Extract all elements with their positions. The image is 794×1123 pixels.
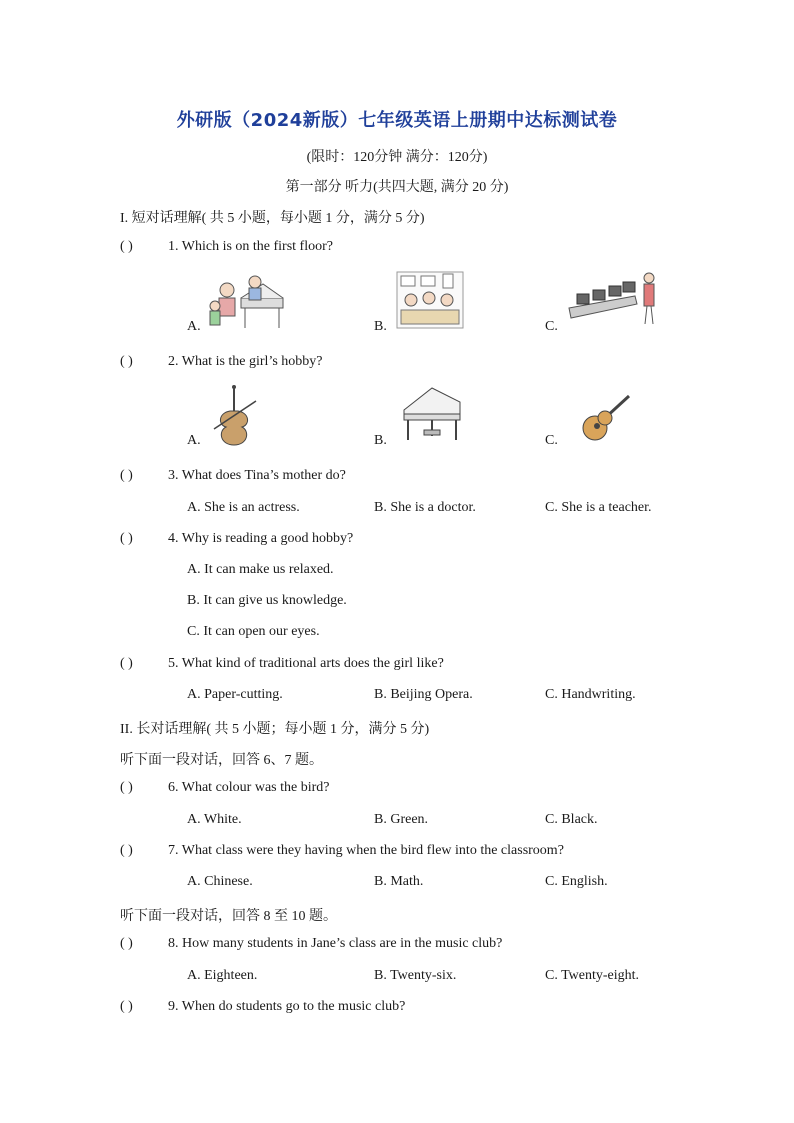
q1-option-c-label: C. bbox=[545, 319, 558, 334]
question-1: 1. Which is on the first floor? bbox=[168, 239, 333, 254]
violin-image bbox=[210, 383, 260, 448]
answer-blank-5[interactable]: ( ) bbox=[120, 656, 133, 671]
q1-option-b-label: B. bbox=[374, 319, 387, 334]
guitar-image bbox=[575, 392, 635, 444]
question-8: 8. How many students in Jane’s class are in the music club? bbox=[168, 936, 503, 951]
q5-option-c: C. Handwriting. bbox=[545, 687, 636, 702]
answer-blank-7[interactable]: ( ) bbox=[120, 843, 133, 858]
answer-blank-4[interactable]: ( ) bbox=[120, 531, 133, 546]
q8-option-b: B. Twenty-six. bbox=[374, 968, 457, 983]
q5-option-a: A. Paper-cutting. bbox=[187, 687, 283, 702]
q7-option-b: B. Math. bbox=[374, 874, 424, 889]
question-5: 5. What kind of traditional arts does the girl like? bbox=[168, 656, 444, 671]
instruction-8-10: 听下面一段对话，回答 8 至 10 题。 bbox=[120, 909, 337, 924]
part-title: 第一部分 听力(共四大题, 满分 20 分) bbox=[285, 180, 509, 195]
question-6: 6. What colour was the bird? bbox=[168, 780, 330, 795]
q6-option-a: A. White. bbox=[187, 812, 242, 827]
answer-blank-6[interactable]: ( ) bbox=[120, 780, 133, 795]
exam-subtitle: (限时：120分钟 满分：120分) bbox=[306, 150, 488, 165]
question-2: 2. What is the girl’s hobby? bbox=[168, 354, 323, 369]
section-2-heading: II. 长对话理解( 共 5 小题；每小题 1 分，满分 5 分) bbox=[120, 722, 430, 737]
answer-blank-3[interactable]: ( ) bbox=[120, 468, 133, 483]
q1-option-a-label: A. bbox=[187, 319, 201, 334]
q7-option-c: C. English. bbox=[545, 874, 608, 889]
children-piano-image bbox=[205, 270, 290, 332]
q2-option-a-label: A. bbox=[187, 433, 201, 448]
question-4: 4. Why is reading a good hobby? bbox=[168, 531, 354, 546]
q3-option-c: C. She is a teacher. bbox=[545, 500, 652, 515]
question-7: 7. What class were they having when the bird flew into the classroom? bbox=[168, 843, 564, 858]
q4-option-b: B. It can give us knowledge. bbox=[187, 593, 347, 608]
art-room-image bbox=[395, 270, 465, 330]
q3-option-b: B. She is a doctor. bbox=[374, 500, 476, 515]
q4-option-a: A. It can make us relaxed. bbox=[187, 562, 334, 577]
exam-title: 外研版（2024新版）七年级英语上册期中达标测试卷 bbox=[176, 110, 618, 131]
question-9: 9. When do students go to the music club? bbox=[168, 999, 406, 1014]
q8-option-a: A. Eighteen. bbox=[187, 968, 258, 983]
answer-blank-1[interactable]: ( ) bbox=[120, 239, 133, 254]
grand-piano-image bbox=[398, 384, 466, 444]
computer-lab-image bbox=[565, 268, 660, 334]
q8-option-c: C. Twenty-eight. bbox=[545, 968, 640, 983]
answer-blank-8[interactable]: ( ) bbox=[120, 936, 133, 951]
answer-blank-2[interactable]: ( ) bbox=[120, 354, 133, 369]
q2-option-c-label: C. bbox=[545, 433, 558, 448]
q7-option-a: A. Chinese. bbox=[187, 874, 253, 889]
q2-option-b-label: B. bbox=[374, 433, 387, 448]
q6-option-b: B. Green. bbox=[374, 812, 429, 827]
answer-blank-9[interactable]: ( ) bbox=[120, 999, 133, 1014]
q6-option-c: C. Black. bbox=[545, 812, 598, 827]
q3-option-a: A. She is an actress. bbox=[187, 500, 300, 515]
instruction-6-7: 听下面一段对话，回答 6、7 题。 bbox=[120, 753, 323, 768]
question-3: 3. What does Tina’s mother do? bbox=[168, 468, 346, 483]
section-1-heading: I. 短对话理解( 共 5 小题，每小题 1 分，满分 5 分) bbox=[120, 211, 425, 226]
q4-option-c: C. It can open our eyes. bbox=[187, 624, 320, 639]
q5-option-b: B. Beijing Opera. bbox=[374, 687, 473, 702]
